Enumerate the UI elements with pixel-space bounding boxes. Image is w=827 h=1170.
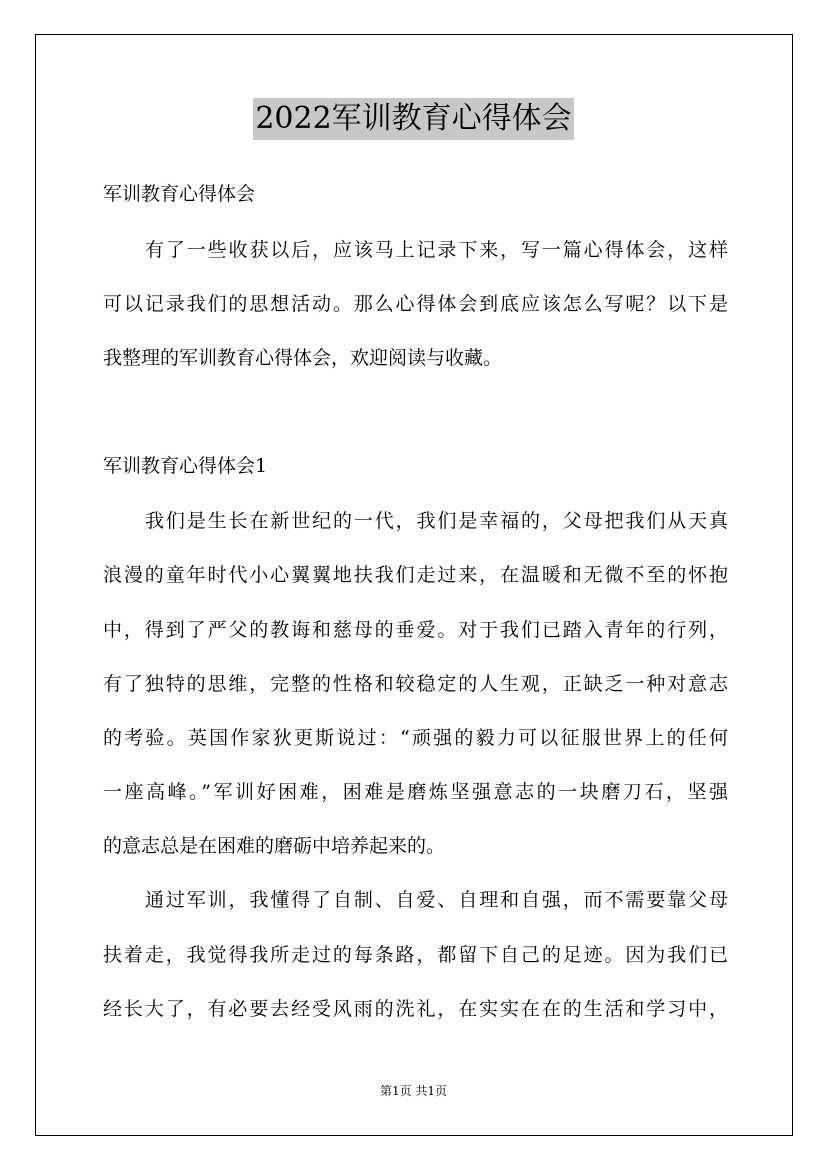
- paragraph1-line-7: 的意志总是在困难的磨砺中培养起来的。: [103, 835, 446, 857]
- document-title: 2022军训教育心得体会: [253, 98, 573, 140]
- paragraph1-line-5: 的考验。英国作家狄更斯说过：“顽强的毅力可以征服世界上的任何: [103, 727, 728, 749]
- paragraph2-line-2: 扶着走，我觉得我所走过的每条路，都留下自己的足迹。因为我们已: [103, 944, 728, 966]
- intro-line-3: 我整理的军训教育心得体会，欢迎阅读与收藏。: [103, 347, 503, 369]
- paragraph2-line-3: 经长大了，有必要去经受风雨的洗礼，在实实在在的生活和学习中，: [103, 998, 728, 1020]
- page-number-footer: 第1页 共1页: [379, 1084, 448, 1098]
- paragraph1-line-4: 有了独特的思维，完整的性格和较稳定的人生观，正缺乏一种对意志: [103, 673, 728, 695]
- subtitle: 军训教育心得体会: [103, 183, 256, 205]
- paragraph1-line-2: 浪漫的童年时代小心翼翼地扶我们走过来，在温暖和无微不至的怀抱: [103, 564, 728, 586]
- paragraph1-line-1: 我们是生长在新世纪的一代，我们是幸福的，父母把我们从天真: [145, 510, 728, 532]
- paragraph1-line-3: 中，得到了严父的教诲和慈母的垂爱。对于我们已踏入青年的行列，: [103, 619, 728, 641]
- intro-line-2: 可以记录我们的思想活动。那么心得体会到底应该怎么写呢？以下是: [103, 293, 728, 315]
- title-container: [0, 98, 827, 140]
- intro-line-1: 有了一些收获以后，应该马上记录下来，写一篇心得体会，这样: [145, 239, 728, 261]
- paragraph1-line-6: 一座高峰。”军训好困难，困难是磨炼坚强意志的一块磨刀石，坚强: [103, 781, 728, 803]
- paragraph2-line-1: 通过军训，我懂得了自制、自爱、自理和自强，而不需要靠父母: [145, 889, 728, 911]
- section-heading: 军训教育心得体会1: [103, 455, 268, 477]
